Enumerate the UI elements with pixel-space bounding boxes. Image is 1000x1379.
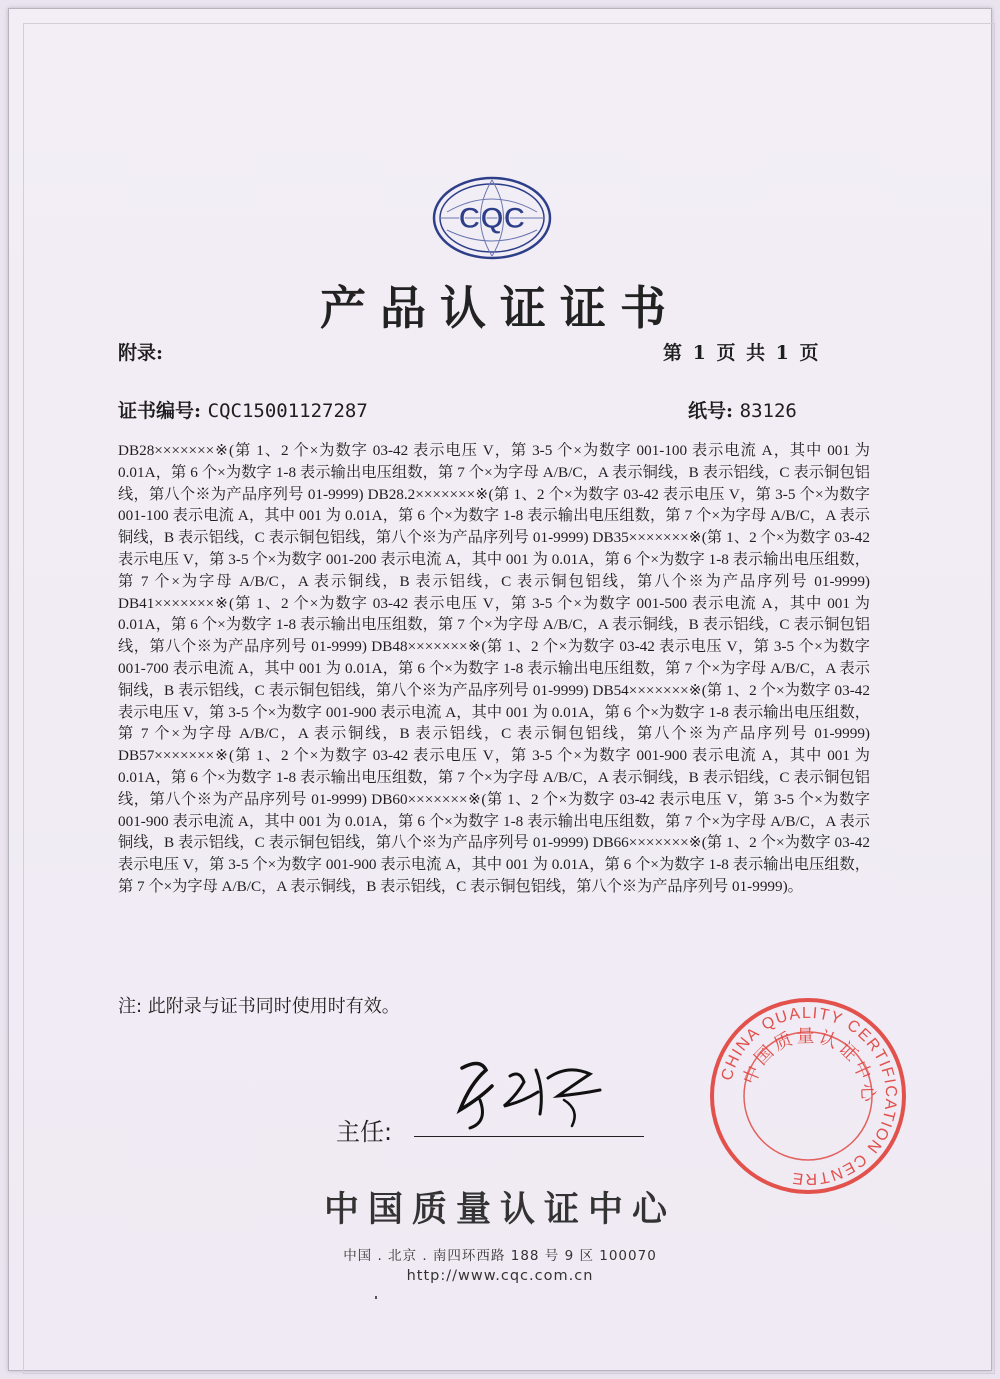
seal-outer-text: CHINA QUALITY CERTIFICATION CENTRE [718, 1004, 900, 1188]
appendix-label: 附录: [118, 342, 164, 364]
certificate-title: 产品认证证书 [320, 281, 680, 335]
director-label: 主任: [336, 1118, 393, 1146]
footer-mark [375, 1296, 377, 1299]
paper-number-label: 纸号: [688, 400, 734, 422]
cqc-logo-icon [425, 172, 560, 264]
certificate-number-row [118, 396, 368, 423]
organization-address: 中国 . 北京 . 南四环西路 188 号 9 区 100070 [343, 1248, 657, 1264]
certificate-number-label: 证书编号: [118, 400, 202, 422]
signature-line [414, 1136, 644, 1137]
red-seal-icon [708, 996, 908, 1196]
director-signature-icon [440, 1040, 620, 1130]
appendix-body-text: DB28×××××××※(第 1、2 个×为数字 03-42 表示电压 V，第 3-5 个×为数字 001-100 表示电流 A，其中 001 为 0.01A，第 6 个×为数字 1-8 表示输出电压组数，第 7 个×为字母 A/B/C，A 表示铜线，B 表示铝线，C 表示铜包铝线，第八个※为产品序列号 01-9999) DB28.2×××××××※(第 1、2 个×为数字 03-42 表示电压 V，第 3-5 个×为数字 001-100 表示电流 A，其中 001 为 0.01A，第 6 个×为数字 1-8 表示输出电压组数，第 7 个×为字母 A/B/C，A 表示铜线，B 表示铝线，C 表示铜包铝线，第八个※为产品序列号 01-9999) DB35×××××××※(第 1、2 个×为数字 03-42 表示电压 V，第 3-5 个×为数字 001-200 表示电流 A，其中 001 为 0.01A，第 6 个×为数字 1-8 表示输出电压组数，第 7 个×为字母 A/B/C，A 表示铜线，B 表示铝线，C 表示铜包铝线，第八个※为产品序列号 01-9999) DB41×××××××※(第 1、2 个×为数字 03-42 表示电压 V，第 3-5 个×为数字 001-500 表示电流 A，其中 001 为 0.01A，第 6 个×为数字 1-8 表示输出电压组数，第 7 个×为字母 A/B/C，A 表示铜线，B 表示铝线，C 表示铜包铝线，第八个※为产品序列号 01-9999) DB48×××××××※(第 1、2 个×为数字 03-42 表示电压 V，第 3-5 个×为数字 001-700 表示电流 A，其中 001 为 0.01A，第 6 个×为数字 1-8 表示输出电压组数，第 7 个×为字母 A/B/C，A 表示铜线，B 表示铝线，C 表示铜包铝线，第八个※为产品序列号 01-9999) DB54×××××××※(第 1、2 个×为数字 03-42 表示电压 V，第 3-5 个×为数字 001-900 表示电流 A，其中 001 为 0.01A，第 6 个×为数字 1-8 表示输出电压组数，第 7 个×为字母 A/B/C，A 表示铜线，B 表示铝线，C 表示铜包铝线，第八个※为产品序列号 01-9999) DB57×××××××※(第 1、2 个×为数字 03-42 表示电压 V，第 3-5 个×为数字 001-900 表示电流 A，其中 001 为 0.01A，第 6 个×为数字 1-8 表示输出电压组数，第 7 个×为字母 A/B/C，A 表示铜线，B 表示铝线，C 表示铜包铝线，第八个※为产品序列号 01-9999) DB60×××××××※(第 1、2 个×为数字 03-42 表示电压 V，第 3-5 个×为数字 001-900 表示电流 A，其中 001 为 0.01A，第 6 个×为数字 1-8 表示输出电压组数，第 7 个×为字母 A/B/C，A 表示铜线，B 表示铝线，C 表示铜包铝线，第八个※为产品序列号 01-9999) DB66×××××××※(第 1、2 个×为数字 03-42 表示电压 V，第 3-5 个×为数字 001-900 表示电流 A，其中 001 为 0.01A，第 6 个×为数字 1-8 表示输出电压组数，第 7 个×为字母 A/B/C，A 表示铜线，B 表示铝线，C 表示铜包铝线，第八个※为产品序列号 01-9999)。 [118, 442, 870, 895]
logo-text: CQC [458, 202, 526, 235]
page-info: 第 1 页 共 1 页 [663, 342, 821, 364]
paper-number: 83126 [739, 400, 797, 422]
organization-website: http://www.cqc.com.cn [406, 1268, 594, 1284]
paper-number-row [688, 396, 797, 423]
organization-name: 中国质量认证中心 [323, 1190, 676, 1230]
certificate-number: CQC15001127287 [207, 400, 368, 422]
validity-note: 注: 此附录与证书同时使用时有效。 [118, 996, 400, 1017]
seal-inner-text: 中国质量认证中心 [739, 1025, 879, 1105]
